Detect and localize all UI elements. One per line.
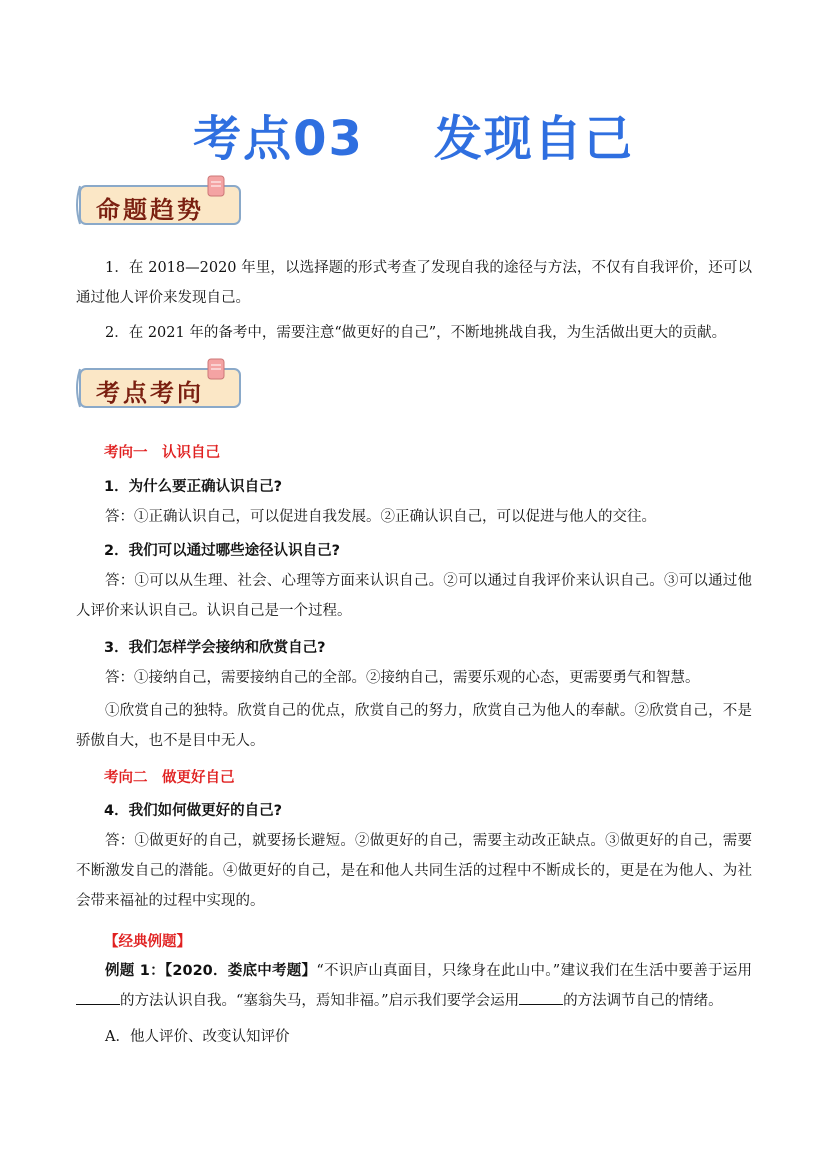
question-4: 4．我们如何做更好的自己?: [104, 803, 282, 819]
answer-blank-2: [519, 990, 563, 1005]
example-text-3: 的方法调节自己的情绪。: [563, 993, 723, 1009]
banner-direction-label: 考点考向: [96, 379, 204, 407]
question-3: 3．我们怎样学会接纳和欣赏自己?: [104, 640, 326, 656]
option-a: A．他人评价、改变认知评价: [105, 1029, 290, 1045]
banner-trend-label: 命题趋势: [96, 196, 204, 224]
title-topic: 发现自己: [433, 111, 634, 167]
page-title: [0, 100, 827, 169]
answer-4: 答：①做更好的自己，就要扬长避短。②做更好的自己，需要主动改正缺点。③做更好的自己，需要不断激发自己的潜能。④做更好的自己，是在和他人共同生活的过程中不断成长的，更是在为他人、为社会带来福祉的过程中实现的。: [76, 833, 752, 909]
title-code: 考点03: [193, 111, 364, 167]
banner-direction: [76, 365, 246, 413]
example-text-1: “不识庐山真面目，只缘身在此山中。”建议我们在生活中要善于运用: [316, 963, 753, 979]
answer-1: 答：①正确认识自己，可以促进自我发展。②正确认识自己，可以促进与他人的交往。: [105, 509, 656, 525]
example-label: 例题 1：【2020．娄底中考题】: [105, 963, 317, 979]
answer-3a: 答：①接纳自己，需要接纳自己的全部。②接纳自己，需要乐观的心态，更需要勇气和智慧。: [105, 670, 700, 686]
direction-2-heading: 考向二 做更好自己: [104, 770, 235, 786]
direction-1-heading: 考向一 认识自己: [104, 445, 220, 461]
answer-2: 答：①可以从生理、社会、心理等方面来认识自己。②可以通过自我评价来认识自己。③可以通过他人评价来认识自己。认识自己是一个过程。: [76, 573, 752, 619]
trend-point-2: 2．在 2021 年的备考中，需要注意“做更好的自己”，不断地挑战自我，为生活做出更大的贡献。: [105, 325, 727, 341]
answer-blank-1: [76, 990, 120, 1005]
example-1: [76, 956, 752, 1016]
answer-3b: ①欣赏自己的独特。欣赏自己的优点，欣赏自己的努力，欣赏自己为他人的奉献。②欣赏自己，不是骄傲自大，也不是目中无人。: [76, 703, 752, 749]
banner-trend: [76, 182, 246, 230]
question-2: 2．我们可以通过哪些途径认识自己?: [104, 543, 340, 559]
trend-point-1: 1．在 2018—2020 年里，以选择题的形式考查了发现自我的途径与方法，不仅有自我评价，还可以通过他人评价来发现自己。: [76, 260, 752, 306]
question-1: 1．为什么要正确认识自己?: [104, 479, 282, 495]
example-heading: 【经典例题】: [104, 934, 191, 950]
example-text-2: 的方法认识自我。“塞翁失马，焉知非福。”启示我们要学会运用: [120, 993, 520, 1009]
